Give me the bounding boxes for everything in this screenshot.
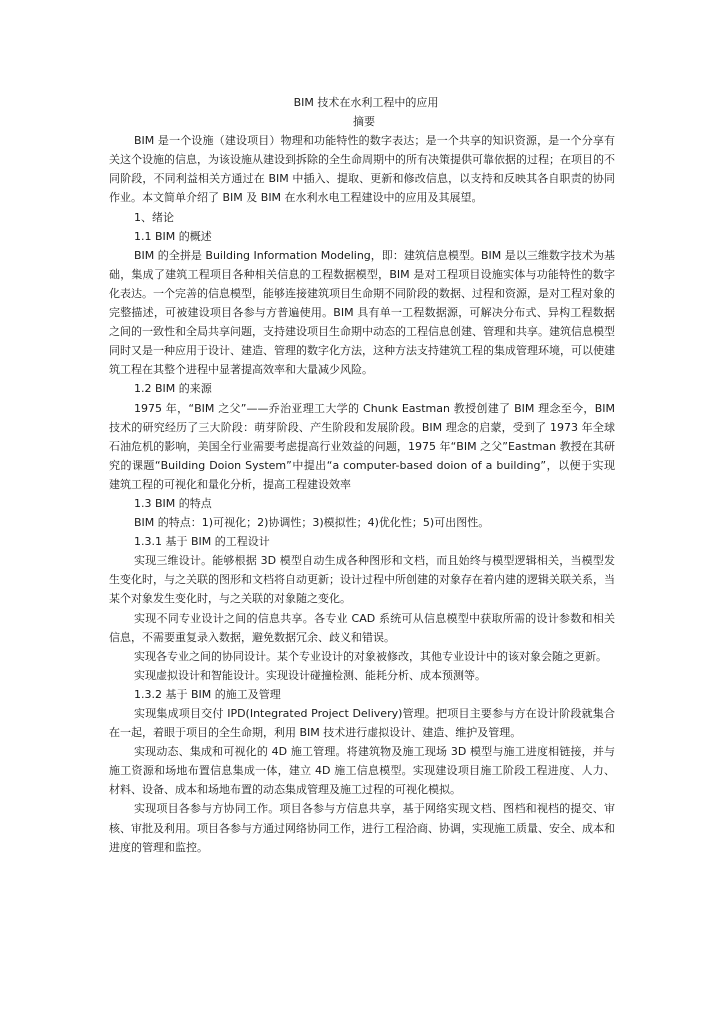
body-paragraph: 1975 年，“BIM 之父”——乔治亚理工大学的 Chunk Eastman 教授创建了 BIM 理念至今，BIM 技术的研究经历了三大阶段：萌芽阶段、产生阶段和发展阶段。BIM 理念的启蒙，受到了 1973 年全球石油危机的影响，美国全行业需要考虑提高行业效益的问题，1975 年“BIM 之父”Eastman 教授在其研究的课题“Building Doion System”中提出“a computer-based doion of a building”，以便于实现建筑工程的可视化和量化分析，提高工程建设效率 — [109, 401, 615, 491]
body-paragraph: 实现虚拟设计和智能设计。实现设计碰撞检测、能耗分析、成本预测等。 — [134, 668, 486, 682]
body-paragraph: 实现动态、集成和可视化的 4D 施工管理。将建筑物及施工现场 3D 模型与施工进度相链接，并与施工资源和场地布置信息集成一体，建立 4D 施工信息模型。实现建设项目施工阶段工程进度、人力、材料、设备、成本和场地布置的动态集成管理及施工过程的可视化模拟。 — [109, 745, 615, 797]
abstract-heading: 摘要 — [353, 115, 375, 129]
section-heading: 1.1 BIM 的概述 — [134, 229, 212, 243]
section-heading: 1、绪论 — [134, 210, 174, 224]
section-heading: 1.3.2 基于 BIM 的施工及管理 — [134, 687, 281, 701]
document-title: BIM 技术在水利工程中的应用 — [293, 96, 439, 109]
document-body — [109, 93, 615, 857]
body-paragraph: BIM 的特点：1)可视化；2)协调性；3)模拟性；4)优化性；5)可出图性。 — [134, 516, 490, 530]
section-heading: 1.3.1 基于 BIM 的工程设计 — [134, 535, 270, 549]
section-heading: 1.3 BIM 的特点 — [134, 496, 212, 510]
body-paragraph: 实现集成项目交付 IPD(Integrated Project Delivery)管理。把项目主要参与方在设计阶段就集合在一起，着眼于项目的全生命期，利用 BIM 技术进行虚拟设计、建造、维护及管理。 — [109, 707, 615, 740]
body-paragraph: 实现项目各参与方协同工作。项目各参与方信息共享，基于网络实现文档、图档和视档的提交、审核、审批及利用。项目各参与方通过网络协同工作，进行工程洽商、协调，实现施工质量、安全、成本和进度的管理和监控。 — [109, 802, 615, 854]
body-paragraph: BIM 的全拼是 Building Information Modeling，即：建筑信息模型。BIM 是以三维数字技术为基础，集成了建筑工程项目各种相关信息的工程数据模型，BIM 是对工程项目设施实体与功能特性的数字化表达。一个完善的信息模型，能够连接建筑项目生命期不同阶段的数据、过程和资源，是对工程对象的完整描述，可被建设项目各参与方普遍使用。BIM 具有单一工程数据源，可解决分布式、异构工程数据之间的一致性和全局共享问题，支持建设项目生命期中动态的工程信息创建、管理和共享。建筑信息模型同时又是一种应用于设计、建造、管理的数字化方法，这种方法支持建筑工程的集成管理环境，可以使建筑工程在其整个进程中显著提高效率和大量减少风险。 — [109, 248, 615, 377]
section-heading: 1.2 BIM 的来源 — [134, 382, 212, 396]
body-paragraph: 实现各专业之间的协同设计。某个专业设计的对象被修改，其他专业设计中的该对象会随之更新。 — [134, 649, 607, 663]
abstract-paragraph: BIM 是一个设施（建设项目）物理和功能特性的数字表达；是一个共享的知识资源，是一个分享有关这个设施的信息，为该设施从建设到拆除的全生命周期中的所有决策提供可靠依据的过程；在项目的不同阶段，不同利益相关方通过在 BIM 中插入、提取、更新和修改信息，以支持和反映其各自职责的协同作业。本文简单介绍了 BIM 及 BIM 在水利水电工程建设中的应用及其展望。 — [109, 134, 615, 205]
body-paragraph: 实现不同专业设计之间的信息共享。各专业 CAD 系统可从信息模型中获取所需的设计参数和相关信息，不需要重复录入数据，避免数据冗余、歧义和错误。 — [109, 611, 615, 644]
body-paragraph: 实现三维设计。能够根据 3D 模型自动生成各种图形和文档，而且始终与模型逻辑相关，当模型发生变化时，与之关联的图形和文档将自动更新；设计过程中所创建的对象存在着内建的逻辑关联关系，当某个对象发生变化时，与之关联的对象随之变化。 — [109, 554, 615, 606]
